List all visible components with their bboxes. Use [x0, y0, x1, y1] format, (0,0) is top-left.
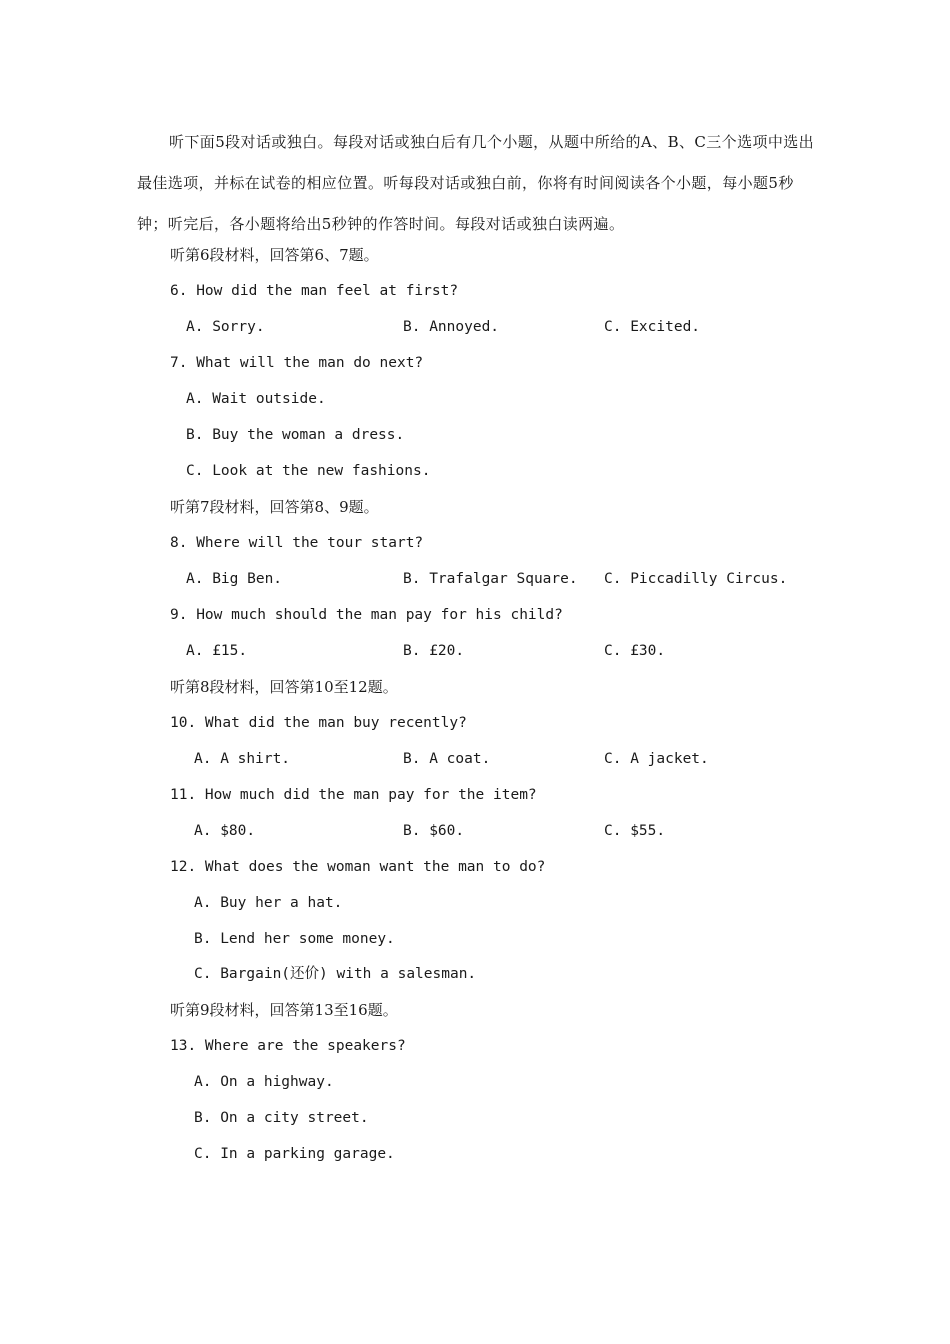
option-c: C. In a parking garage.	[194, 1146, 395, 1162]
option-a: A. Big Ben.	[186, 571, 283, 587]
option-a: A. £15.	[186, 643, 248, 659]
option-b: B. Trafalgar Square.	[403, 571, 578, 587]
question-text: 7. What will the man do next?	[170, 355, 424, 371]
section-header: 听第6段材料，回答第6、7题。	[170, 246, 379, 264]
option-c: C. Look at the new fashions.	[186, 463, 431, 479]
question-text: 10. What did the man buy recently?	[170, 715, 467, 731]
option-c: C. $55.	[604, 823, 666, 839]
question-text: 13. Where are the speakers?	[170, 1038, 406, 1054]
option-c: C. Excited.	[604, 319, 701, 335]
option-a: A. $80.	[194, 823, 256, 839]
question-text: 8. Where will the tour start?	[170, 535, 424, 551]
option-a: A. On a highway.	[194, 1074, 334, 1090]
option-b: B. A coat.	[403, 751, 491, 767]
option-c: C. £30.	[604, 643, 666, 659]
option-c: C. Bargain(还价) with a salesman.	[194, 966, 477, 982]
question-text: 11. How much did the man pay for the item?	[170, 787, 537, 803]
question-text: 12. What does the woman want the man to do?	[170, 859, 546, 875]
option-b: B. Lend her some money.	[194, 931, 395, 947]
section-header: 听第9段材料，回答第13至16题。	[170, 1001, 398, 1019]
option-a: A. Sorry.	[186, 319, 265, 335]
instructions-paragraph	[137, 122, 817, 245]
question-text: 9. How much should the man pay for his child?	[170, 607, 563, 623]
option-b: B. $60.	[403, 823, 465, 839]
question-text: 6. How did the man feel at first?	[170, 283, 459, 299]
option-b: B. On a city street.	[194, 1110, 369, 1126]
option-a: A. Wait outside.	[186, 391, 326, 407]
option-c: C. A jacket.	[604, 751, 709, 767]
option-b: B. £20.	[403, 643, 465, 659]
option-b: B. Annoyed.	[403, 319, 500, 335]
option-a: A. A shirt.	[194, 751, 291, 767]
option-b: B. Buy the woman a dress.	[186, 427, 405, 443]
instructions-text: 听下面5段对话或独白。每段对话或独白后有几个小题，从题中所给的A、B、C三个选项中选出最佳选项，并标在试卷的相应位置。听每段对话或独白前，你将有时间阅读各个小题，每小题5秒钟；听完后，各小题将给出5秒钟的作答时间。每段对话或独白读两遍。	[137, 133, 815, 233]
option-c: C. Piccadilly Circus.	[604, 571, 788, 587]
section-header: 听第7段材料，回答第8、9题。	[170, 498, 379, 516]
option-a: A. Buy her a hat.	[194, 895, 343, 911]
section-header: 听第8段材料，回答第10至12题。	[170, 678, 398, 696]
